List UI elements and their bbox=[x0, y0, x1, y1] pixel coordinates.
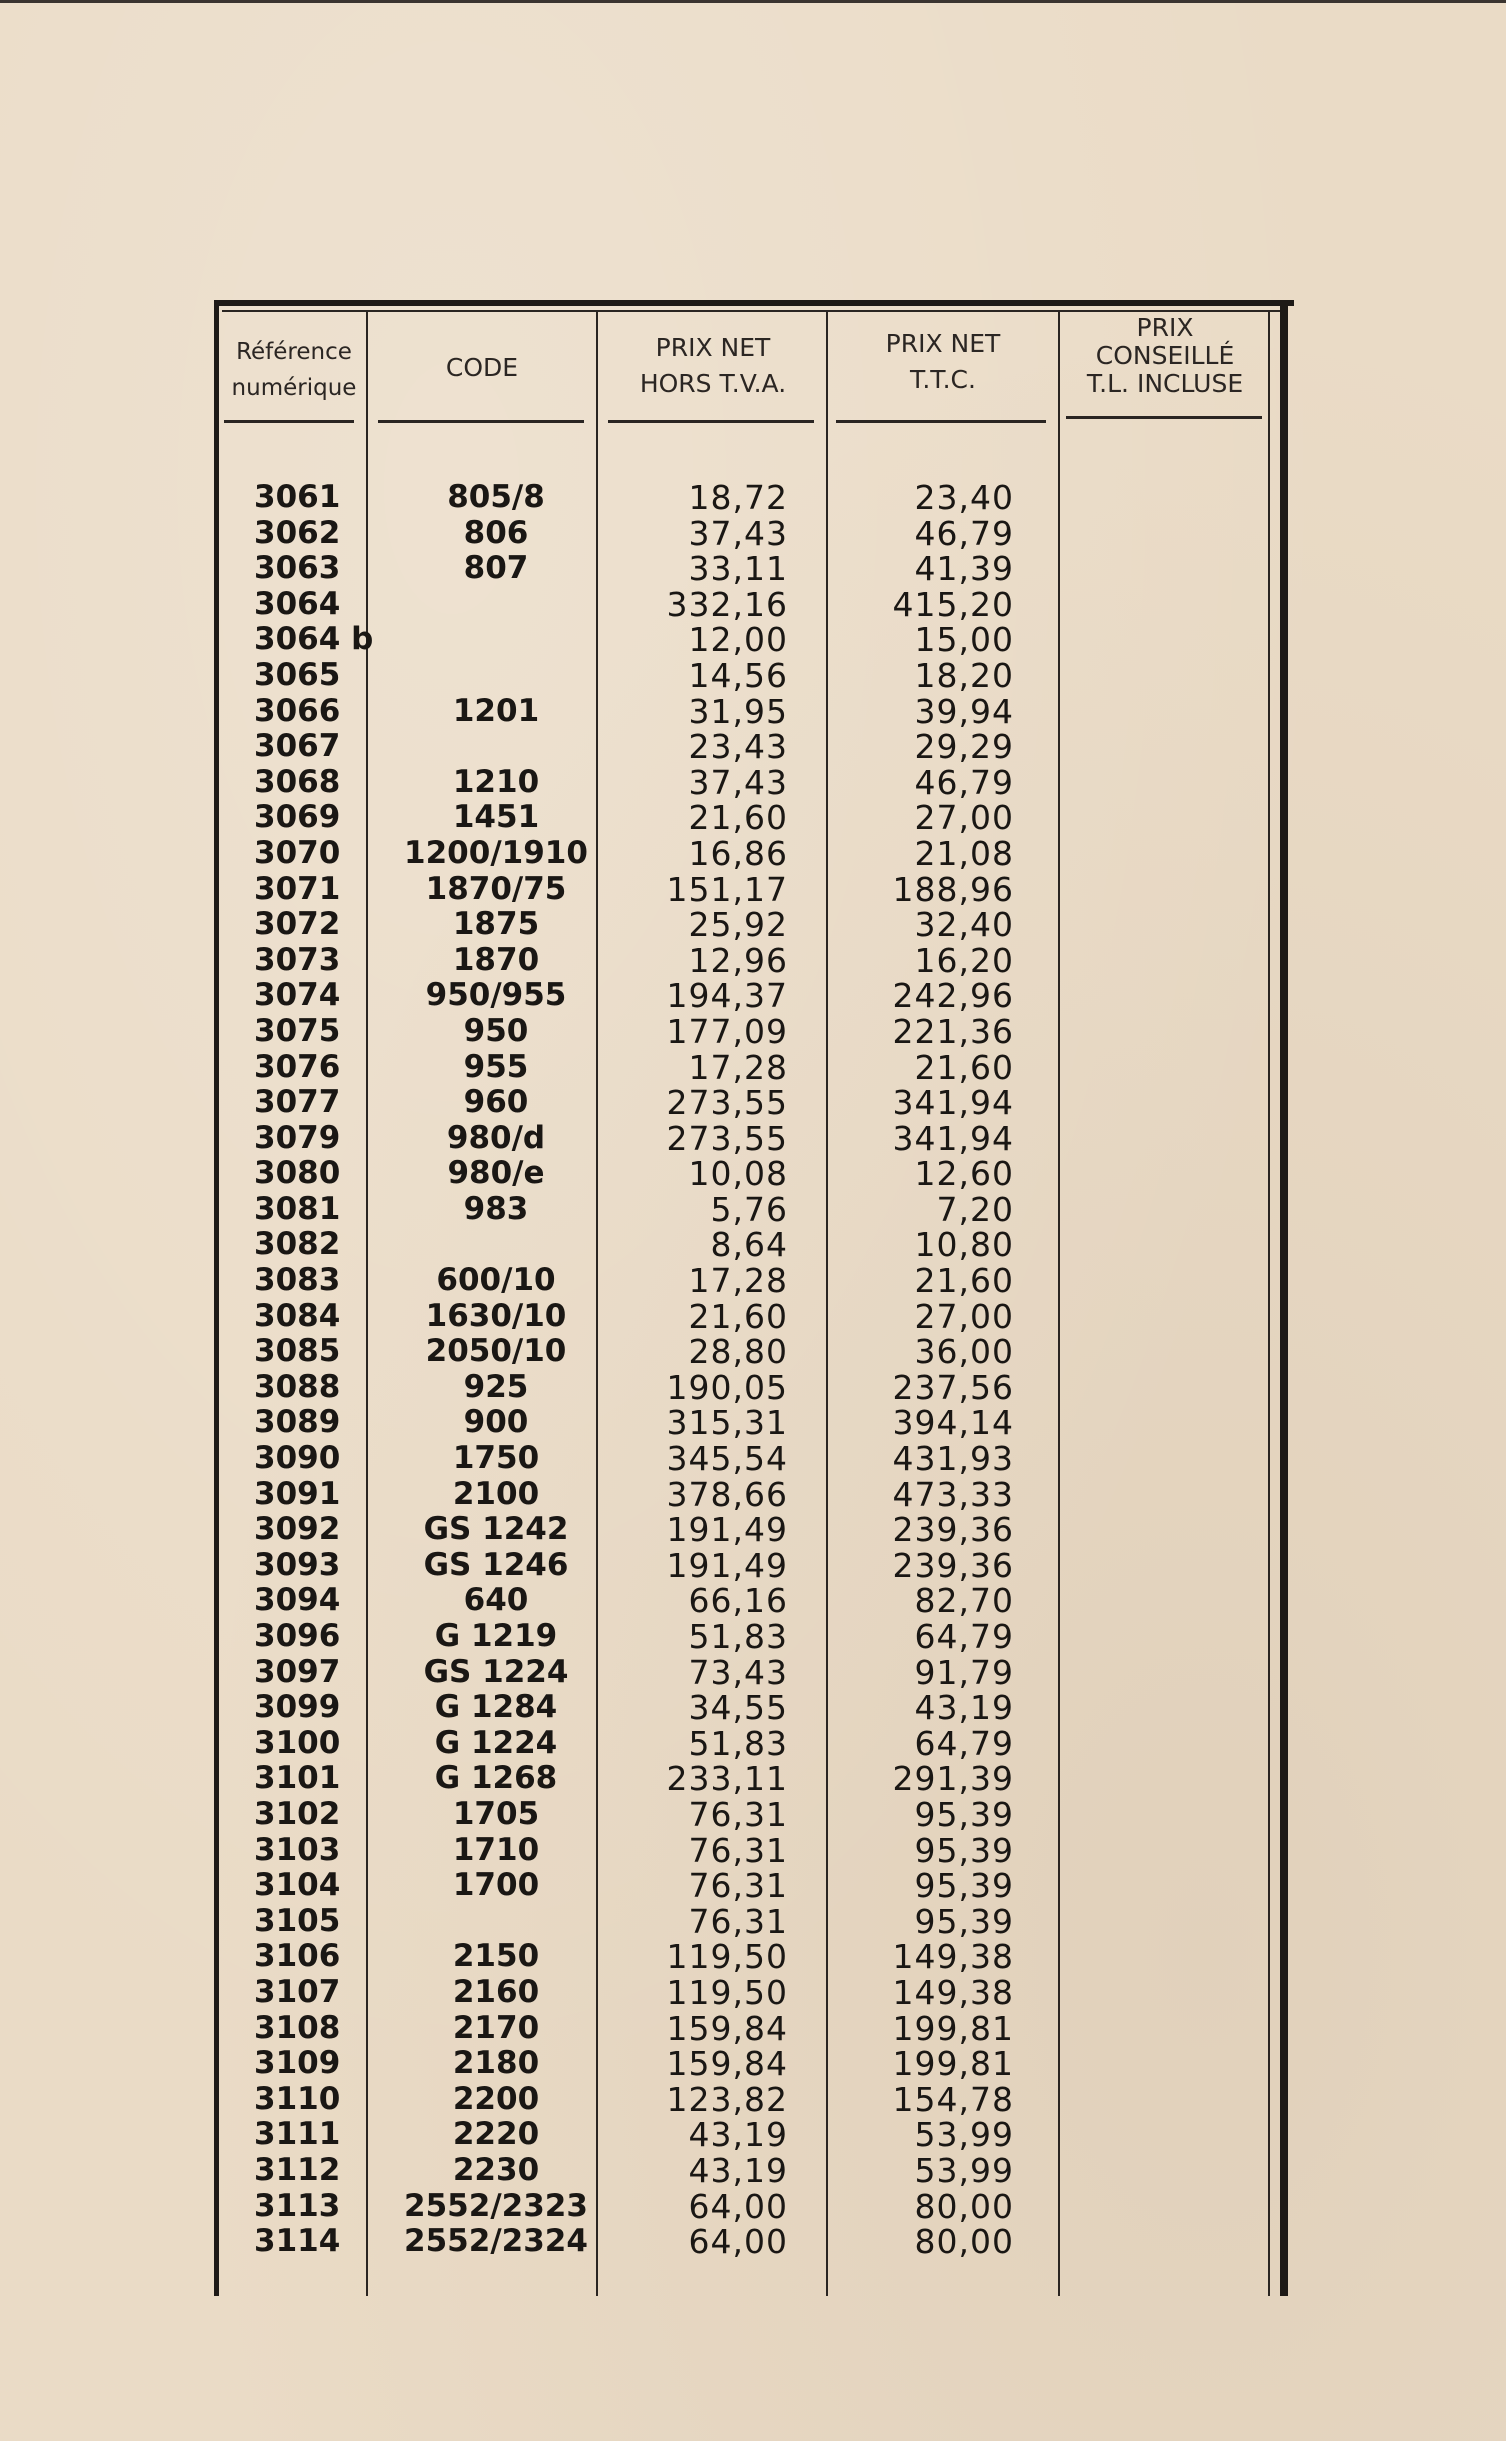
header-underline bbox=[836, 420, 1046, 423]
table-row bbox=[214, 1405, 1294, 1441]
cell-ht: 37,43 bbox=[688, 513, 788, 553]
cell-ht: 21,60 bbox=[688, 1296, 788, 1336]
cell-ht: 191,49 bbox=[666, 1510, 788, 1550]
cell-ref: 3092 bbox=[254, 1511, 341, 1548]
cell-ref: 3103 bbox=[254, 1831, 341, 1868]
cell-code: G 1219 bbox=[434, 1618, 558, 1654]
cell-code: 2150 bbox=[452, 1938, 540, 1975]
table-row bbox=[214, 691, 1294, 731]
table-row bbox=[214, 1794, 1294, 1834]
cell-code: GS 1224 bbox=[423, 1653, 569, 1690]
cell-ht: 76,31 bbox=[688, 1901, 788, 1941]
cell-ht: 34,55 bbox=[688, 1688, 788, 1728]
table-row bbox=[214, 1690, 1294, 1726]
cell-ref: 3114 bbox=[254, 2223, 341, 2260]
cell-ttc: 7,20 bbox=[936, 1189, 1014, 1229]
cell-ttc: 39,94 bbox=[914, 691, 1014, 731]
cell-ref: 3107 bbox=[254, 1973, 341, 2010]
cell-ttc: 221,36 bbox=[892, 1011, 1014, 1051]
cell-ref: 3080 bbox=[254, 1155, 341, 1192]
cell-ht: 33,11 bbox=[688, 549, 788, 589]
cell-code: GS 1246 bbox=[423, 1546, 569, 1583]
cell-ttc: 27,00 bbox=[914, 1296, 1014, 1336]
table-row bbox=[214, 1939, 1294, 1975]
cell-ttc: 80,00 bbox=[914, 2186, 1014, 2226]
cell-ref: 3105 bbox=[254, 1902, 341, 1939]
cell-ref: 3077 bbox=[254, 1084, 341, 1121]
cell-ht: 12,96 bbox=[688, 940, 788, 980]
cell-ref: 3089 bbox=[254, 1404, 341, 1441]
cell-ttc: 154,78 bbox=[892, 2079, 1014, 2119]
cell-ttc: 36,00 bbox=[914, 1332, 1014, 1372]
cell-ref: 3084 bbox=[254, 1297, 341, 1334]
cell-ref: 3069 bbox=[254, 799, 341, 836]
cell-code: 805/8 bbox=[447, 479, 545, 515]
cell-ttc: 12,60 bbox=[914, 1154, 1014, 1194]
cell-code bbox=[386, 587, 606, 623]
cell-ttc: 21,60 bbox=[914, 1047, 1014, 1087]
cell-ref: 3102 bbox=[254, 1795, 341, 1832]
cell-ref: 3071 bbox=[254, 870, 341, 907]
cell-ref: 3065 bbox=[254, 656, 341, 693]
table-row bbox=[214, 800, 1294, 836]
cell-ttc: 237,56 bbox=[892, 1367, 1014, 1407]
cell-ht: 159,84 bbox=[666, 2044, 788, 2084]
cell-ref: 3096 bbox=[254, 1618, 341, 1654]
cell-code bbox=[386, 622, 606, 658]
cell-ttc: 199,81 bbox=[892, 2008, 1014, 2048]
cell-code: 1870/75 bbox=[425, 870, 567, 907]
cell-ttc: 46,79 bbox=[914, 762, 1014, 802]
header-prix-conseille-line: T.L. INCLUSE bbox=[1086, 369, 1244, 398]
cell-ref: 3072 bbox=[254, 906, 341, 943]
cell-ref: 3064 b bbox=[254, 621, 374, 658]
header-prix-ttc-line: T.T.C. bbox=[910, 365, 976, 394]
cell-code: 960 bbox=[463, 1084, 529, 1121]
table-row bbox=[214, 940, 1294, 980]
table-border-top-inner bbox=[222, 310, 1282, 312]
cell-ref: 3094 bbox=[254, 1582, 341, 1619]
price-table bbox=[214, 300, 1294, 2296]
table-row bbox=[214, 1189, 1294, 1229]
table-row bbox=[214, 1085, 1294, 1121]
cell-ref: 3068 bbox=[254, 763, 341, 800]
cell-code: 640 bbox=[463, 1582, 529, 1619]
header-underline bbox=[1066, 416, 1262, 419]
cell-ttc: 16,20 bbox=[914, 940, 1014, 980]
table-row bbox=[214, 1972, 1294, 2012]
cell-ttc: 291,39 bbox=[892, 1759, 1014, 1799]
cell-code: 2220 bbox=[452, 2116, 540, 2153]
table-row bbox=[214, 1296, 1294, 1336]
cell-ref: 3062 bbox=[254, 514, 341, 551]
cell-code bbox=[386, 1227, 606, 1263]
cell-ht: 16,86 bbox=[688, 833, 788, 873]
cell-code: 1870 bbox=[452, 941, 540, 978]
cell-code: 1750 bbox=[452, 1440, 540, 1477]
cell-ttc: 23,40 bbox=[914, 478, 1014, 517]
table-row bbox=[214, 2224, 1294, 2260]
cell-ht: 233,11 bbox=[666, 1759, 788, 1799]
cell-ht: 28,80 bbox=[688, 1332, 788, 1372]
cell-ttc: 46,79 bbox=[914, 513, 1014, 553]
cell-ht: 123,82 bbox=[666, 2079, 788, 2119]
cell-ht: 159,84 bbox=[666, 2008, 788, 2048]
cell-code: 2050/10 bbox=[425, 1333, 567, 1370]
cell-ttc: 41,39 bbox=[914, 549, 1014, 589]
cell-ttc: 431,93 bbox=[892, 1439, 1014, 1479]
cell-ref: 3111 bbox=[254, 2116, 341, 2153]
table-row bbox=[214, 2150, 1294, 2190]
cell-ref: 3108 bbox=[254, 2009, 341, 2046]
cell-code: 1705 bbox=[452, 1795, 540, 1832]
cell-ht: 17,28 bbox=[688, 1047, 788, 1087]
table-row bbox=[214, 1118, 1294, 1158]
cell-ht: 273,55 bbox=[666, 1083, 788, 1123]
cell-code: GS 1242 bbox=[423, 1511, 569, 1548]
cell-ref: 3082 bbox=[254, 1226, 341, 1263]
table-row bbox=[214, 1441, 1294, 1477]
cell-ht: 5,76 bbox=[710, 1189, 788, 1229]
table-row bbox=[214, 622, 1294, 658]
table-border-top bbox=[214, 300, 1294, 306]
cell-ttc: 15,00 bbox=[914, 620, 1014, 660]
cell-ht: 17,28 bbox=[688, 1261, 788, 1301]
cell-ref: 3091 bbox=[254, 1475, 341, 1512]
header-prix-ttc-line: PRIX NET bbox=[885, 329, 1001, 358]
cell-ref: 3067 bbox=[254, 728, 341, 765]
table-row bbox=[214, 907, 1294, 943]
cell-code: 900 bbox=[463, 1404, 529, 1441]
cell-ref: 3075 bbox=[254, 1012, 341, 1049]
header-code-line: CODE bbox=[445, 353, 519, 382]
cell-ttc: 341,94 bbox=[892, 1083, 1014, 1123]
cell-ht: 10,08 bbox=[688, 1154, 788, 1194]
cell-ttc: 64,79 bbox=[914, 1723, 1014, 1763]
table-row bbox=[214, 1047, 1294, 1087]
cell-ht: 23,43 bbox=[688, 727, 788, 767]
table-row bbox=[214, 1545, 1294, 1585]
cell-ht: 66,16 bbox=[688, 1581, 788, 1621]
table-row bbox=[214, 2079, 1294, 2119]
cell-ht: 345,54 bbox=[666, 1439, 788, 1479]
cell-ttc: 149,38 bbox=[892, 1972, 1014, 2012]
cell-ref: 3100 bbox=[254, 1724, 341, 1761]
cell-ref: 3066 bbox=[254, 692, 341, 729]
table-row bbox=[214, 1474, 1294, 1514]
cell-ref: 3085 bbox=[254, 1333, 341, 1370]
cell-code: 2552/2324 bbox=[404, 2223, 588, 2260]
cell-ref: 3099 bbox=[254, 1689, 341, 1726]
cell-code: 1210 bbox=[452, 763, 540, 800]
header-underline bbox=[378, 420, 584, 423]
cell-code: 2160 bbox=[452, 1973, 540, 2010]
cell-ht: 14,56 bbox=[688, 655, 788, 695]
cell-ttc: 95,39 bbox=[914, 1830, 1014, 1870]
cell-ttc: 394,14 bbox=[892, 1403, 1014, 1443]
cell-ht: 332,16 bbox=[666, 584, 788, 624]
header-prix-ht-line: PRIX NET bbox=[655, 333, 771, 362]
header-prix-conseille-line: CONSEILLÉ bbox=[1095, 341, 1235, 370]
cell-ref: 3104 bbox=[254, 1867, 341, 1904]
cell-ttc: 91,79 bbox=[914, 1652, 1014, 1692]
cell-code: 1451 bbox=[452, 799, 540, 836]
cell-ref: 3064 bbox=[254, 585, 341, 622]
cell-code: 950/955 bbox=[425, 977, 567, 1014]
cell-ht: 378,66 bbox=[666, 1474, 788, 1514]
cell-ttc: 82,70 bbox=[914, 1581, 1014, 1621]
cell-ref: 3061 bbox=[254, 479, 341, 515]
cell-ref: 3109 bbox=[254, 2045, 341, 2082]
table-row bbox=[214, 762, 1294, 802]
table-row bbox=[214, 1227, 1294, 1263]
cell-ht: 273,55 bbox=[666, 1118, 788, 1158]
cell-ttc: 242,96 bbox=[892, 976, 1014, 1016]
table-row bbox=[214, 1583, 1294, 1619]
table-row bbox=[214, 729, 1294, 765]
cell-ttc: 64,79 bbox=[914, 1617, 1014, 1656]
cell-ht: 64,00 bbox=[688, 2222, 788, 2262]
cell-code: 950 bbox=[463, 1012, 529, 1049]
cell-ttc: 239,36 bbox=[892, 1510, 1014, 1550]
cell-code: 600/10 bbox=[436, 1262, 556, 1299]
table-row bbox=[214, 1901, 1294, 1941]
table-row bbox=[214, 2008, 1294, 2048]
cell-ref: 3112 bbox=[254, 2151, 341, 2188]
table-row bbox=[214, 480, 1294, 516]
cell-ht: 43,19 bbox=[688, 2115, 788, 2155]
cell-ref: 3076 bbox=[254, 1048, 341, 1085]
cell-ttc: 53,99 bbox=[914, 2115, 1014, 2155]
cell-ht: 64,00 bbox=[688, 2186, 788, 2226]
cell-ttc: 43,19 bbox=[914, 1688, 1014, 1728]
cell-ttc: 21,60 bbox=[914, 1261, 1014, 1301]
cell-ref: 3081 bbox=[254, 1190, 341, 1227]
table-row bbox=[214, 655, 1294, 695]
header-reference-line: numérique bbox=[231, 375, 357, 401]
cell-ref: 3074 bbox=[254, 977, 341, 1014]
header-code bbox=[370, 350, 594, 386]
table-row bbox=[214, 1011, 1294, 1051]
cell-ref: 3097 bbox=[254, 1653, 341, 1690]
cell-ttc: 188,96 bbox=[892, 869, 1014, 909]
cell-ttc: 18,20 bbox=[914, 655, 1014, 695]
cell-ttc: 341,94 bbox=[892, 1118, 1014, 1158]
page-top-edge bbox=[0, 0, 1506, 3]
cell-code bbox=[386, 1904, 606, 1940]
cell-ttc: 199,81 bbox=[892, 2044, 1014, 2084]
table-row bbox=[214, 1367, 1294, 1407]
cell-ttc: 21,08 bbox=[914, 833, 1014, 873]
cell-ref: 3079 bbox=[254, 1119, 341, 1156]
cell-ht: 51,83 bbox=[688, 1617, 788, 1656]
cell-code: 2180 bbox=[452, 2045, 540, 2082]
table-row bbox=[214, 833, 1294, 873]
cell-ttc: 10,80 bbox=[914, 1225, 1014, 1265]
cell-code: 980/e bbox=[447, 1155, 545, 1192]
cell-ref: 3090 bbox=[254, 1440, 341, 1477]
table-row bbox=[214, 1156, 1294, 1192]
cell-ht: 191,49 bbox=[666, 1545, 788, 1585]
cell-ht: 37,43 bbox=[688, 762, 788, 802]
cell-ht: 12,00 bbox=[688, 620, 788, 660]
cell-ht: 177,09 bbox=[666, 1011, 788, 1051]
cell-code: 1630/10 bbox=[425, 1297, 567, 1334]
cell-code: G 1284 bbox=[434, 1689, 558, 1726]
cell-ttc: 149,38 bbox=[892, 1937, 1014, 1977]
cell-ref: 3088 bbox=[254, 1368, 341, 1405]
cell-ht: 51,83 bbox=[688, 1723, 788, 1763]
header-prix-ht-line: HORS T.V.A. bbox=[639, 369, 787, 398]
cell-ref: 3070 bbox=[254, 834, 341, 871]
cell-ref: 3083 bbox=[254, 1262, 341, 1299]
cell-code: 955 bbox=[463, 1048, 529, 1085]
cell-ht: 18,72 bbox=[688, 478, 788, 517]
table-row bbox=[214, 1868, 1294, 1904]
table-row bbox=[214, 1761, 1294, 1797]
cell-ht: 119,50 bbox=[666, 1972, 788, 2012]
cell-ht: 151,17 bbox=[666, 869, 788, 909]
cell-ttc: 27,00 bbox=[914, 798, 1014, 838]
header-prix-conseille-line: PRIX bbox=[1136, 313, 1194, 342]
cell-code: 1200/1910 bbox=[404, 834, 588, 871]
cell-ht: 76,31 bbox=[688, 1866, 788, 1906]
table-row bbox=[214, 1723, 1294, 1763]
cell-ttc: 239,36 bbox=[892, 1545, 1014, 1585]
table-body bbox=[214, 480, 1294, 2260]
cell-code: 807 bbox=[463, 550, 529, 587]
cell-ref: 3110 bbox=[254, 2080, 341, 2117]
cell-code: G 1268 bbox=[434, 1760, 558, 1797]
cell-ref: 3106 bbox=[254, 1938, 341, 1975]
cell-ref: 3113 bbox=[254, 2187, 341, 2224]
cell-ht: 190,05 bbox=[666, 1367, 788, 1407]
cell-ref: 3093 bbox=[254, 1546, 341, 1583]
table-row bbox=[214, 1512, 1294, 1548]
header-underline bbox=[224, 420, 354, 423]
cell-ttc: 29,29 bbox=[914, 727, 1014, 767]
cell-ht: 31,95 bbox=[688, 691, 788, 731]
cell-code: G 1224 bbox=[434, 1724, 558, 1761]
cell-code: 1201 bbox=[452, 692, 540, 729]
table-row bbox=[214, 978, 1294, 1014]
table-row bbox=[214, 2186, 1294, 2226]
table-row bbox=[214, 1334, 1294, 1370]
cell-code: 2100 bbox=[452, 1475, 540, 1512]
cell-code: 2230 bbox=[452, 2151, 540, 2188]
cell-ht: 194,37 bbox=[666, 976, 788, 1016]
header-prix-ttc bbox=[828, 326, 1058, 398]
table-row bbox=[214, 1263, 1294, 1299]
cell-ht: 76,31 bbox=[688, 1794, 788, 1834]
cell-ref: 3063 bbox=[254, 550, 341, 587]
cell-ht: 43,19 bbox=[688, 2150, 788, 2190]
cell-ref: 3073 bbox=[254, 941, 341, 978]
cell-code: 806 bbox=[463, 514, 529, 551]
cell-code: 980/d bbox=[446, 1119, 546, 1156]
header-prix-conseille bbox=[1060, 314, 1270, 398]
cell-ht: 21,60 bbox=[688, 798, 788, 838]
table-row bbox=[214, 1830, 1294, 1870]
cell-ttc: 95,39 bbox=[914, 1901, 1014, 1941]
table-row bbox=[214, 2046, 1294, 2082]
cell-ttc: 95,39 bbox=[914, 1866, 1014, 1906]
header-reference bbox=[224, 334, 364, 406]
cell-code bbox=[386, 729, 606, 765]
cell-code: 2170 bbox=[452, 2009, 540, 2046]
table-row bbox=[214, 1652, 1294, 1692]
cell-code: 1875 bbox=[452, 906, 540, 943]
cell-ttc: 53,99 bbox=[914, 2150, 1014, 2190]
table-row bbox=[214, 869, 1294, 909]
table-row bbox=[214, 551, 1294, 587]
header-reference-line: Référence bbox=[236, 339, 352, 365]
cell-ht: 315,31 bbox=[666, 1403, 788, 1443]
cell-code: 983 bbox=[463, 1190, 529, 1227]
cell-ttc: 80,00 bbox=[914, 2222, 1014, 2262]
cell-code: 2200 bbox=[452, 2080, 540, 2117]
cell-ttc: 95,39 bbox=[914, 1794, 1014, 1834]
table-row bbox=[214, 584, 1294, 624]
header-underline bbox=[608, 420, 814, 423]
cell-ht: 76,31 bbox=[688, 1830, 788, 1870]
header-prix-ht bbox=[600, 330, 826, 402]
cell-code bbox=[386, 658, 606, 694]
cell-ttc: 415,20 bbox=[892, 584, 1014, 624]
cell-code: 925 bbox=[463, 1368, 529, 1405]
cell-ht: 8,64 bbox=[710, 1225, 788, 1265]
cell-ref: 3101 bbox=[254, 1760, 341, 1797]
cell-ht: 73,43 bbox=[688, 1652, 788, 1692]
cell-code: 1700 bbox=[452, 1867, 540, 1904]
cell-ht: 25,92 bbox=[688, 905, 788, 945]
cell-ht: 119,50 bbox=[666, 1937, 788, 1977]
cell-ttc: 473,33 bbox=[892, 1474, 1014, 1514]
cell-code: 1710 bbox=[452, 1831, 540, 1868]
table-row bbox=[214, 513, 1294, 553]
table-row bbox=[214, 2117, 1294, 2153]
cell-ttc: 32,40 bbox=[914, 905, 1014, 945]
table-row bbox=[214, 1619, 1294, 1655]
cell-code: 2552/2323 bbox=[404, 2187, 588, 2224]
